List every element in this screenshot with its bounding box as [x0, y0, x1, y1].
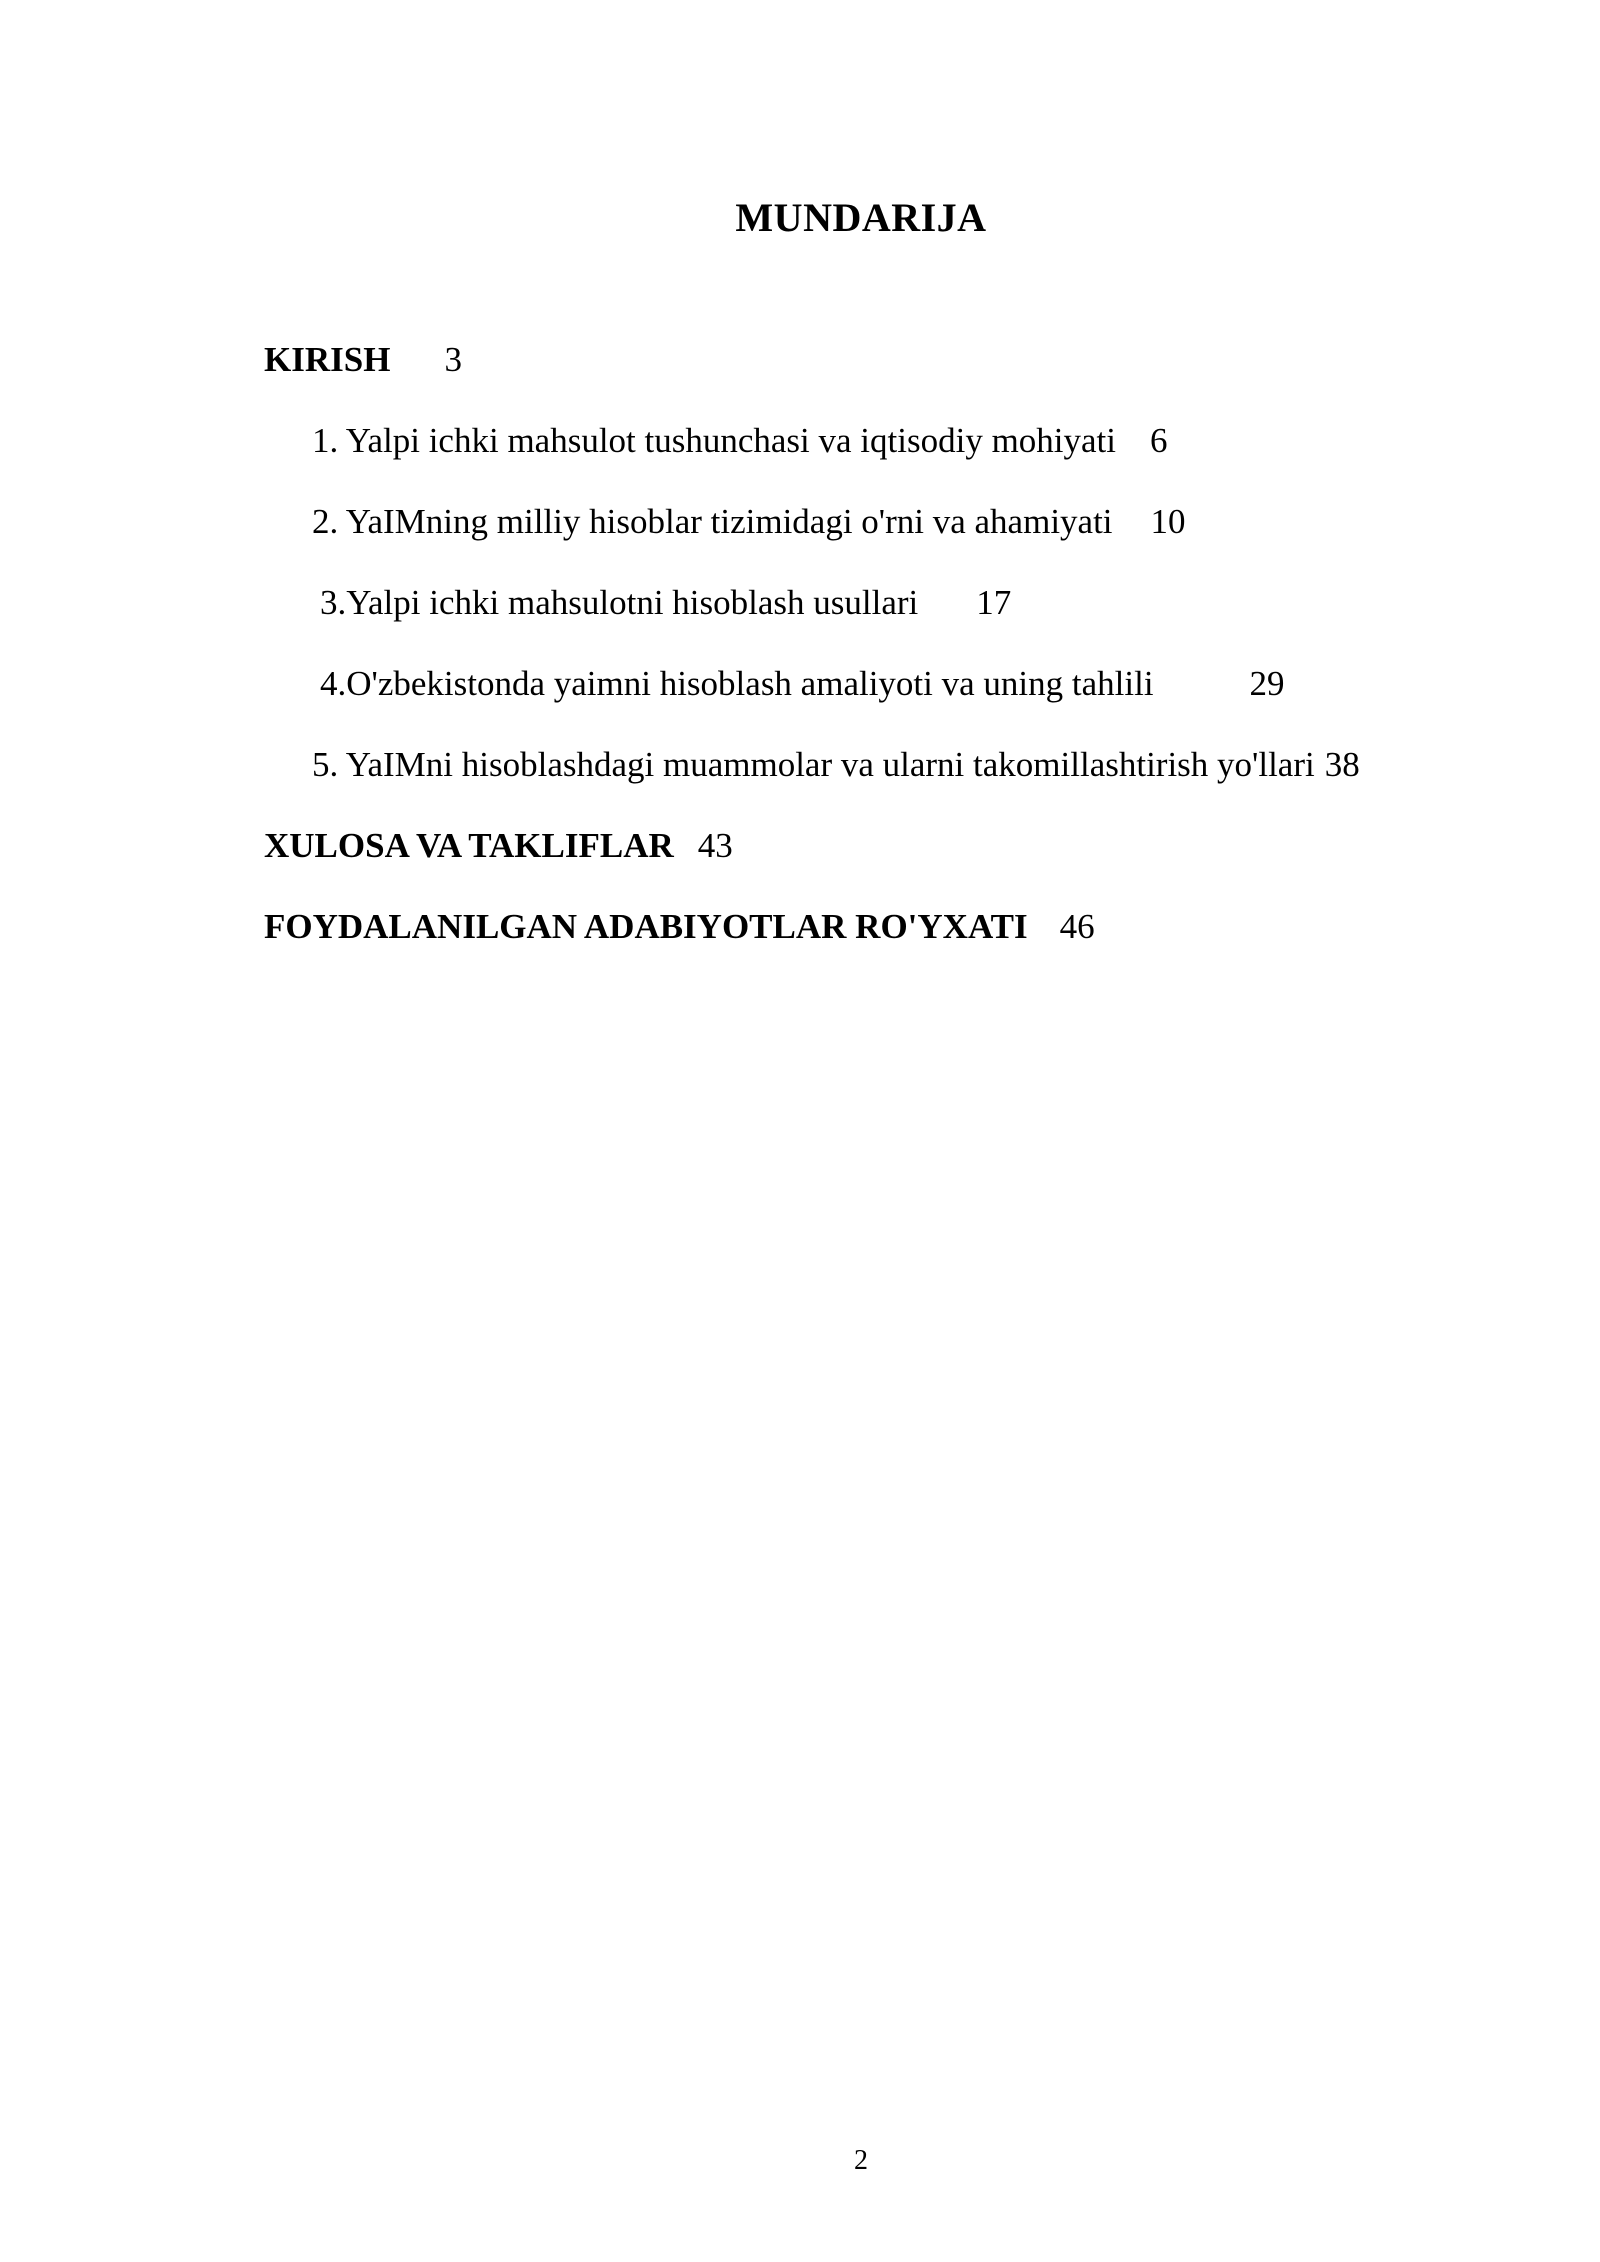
toc-entry-page: 29: [1249, 664, 1285, 703]
toc-entry-page: 46: [1059, 907, 1095, 946]
toc-entry-page: 17: [976, 583, 1012, 622]
toc-entry-page: 3: [444, 340, 462, 379]
toc-entry-label: 3.Yalpi ichki mahsulotni hisoblash usullari: [320, 583, 919, 622]
toc-entry-label: 4.O'zbekistonda yaimni hisoblash amaliyoti va uning tahlili: [320, 664, 1154, 703]
toc-entry-adabiyotlar: [229, 874, 1095, 979]
toc-entry-label: 2. YaIMning milliy hisoblar tizimidagi o'rni va ahamiyati: [312, 502, 1113, 541]
toc-entry-label: KIRISH: [264, 340, 391, 379]
toc-entry-label: 1. Yalpi ichki mahsulot tushunchasi va iqtisodiy mohiyati: [312, 421, 1117, 460]
page-number: 2: [854, 2145, 868, 2176]
toc-entry-label: 5. YaIMni hisoblashdagi muammolar va ularni takomillashtirish yo'llari: [312, 745, 1315, 784]
toc-entry-label: FOYDALANILGAN ADABIYOTLAR RO'YXATI: [264, 907, 1028, 946]
toc-entry-label: XULOSA VA TAKLIFLAR: [264, 826, 674, 865]
page-title: MUNDARIJA: [735, 195, 987, 240]
toc-entry-page: 38: [1324, 745, 1360, 784]
toc-entry-page: 43: [697, 826, 733, 865]
toc-entry-page: 10: [1150, 502, 1186, 541]
toc-entry-page: 6: [1150, 421, 1168, 460]
